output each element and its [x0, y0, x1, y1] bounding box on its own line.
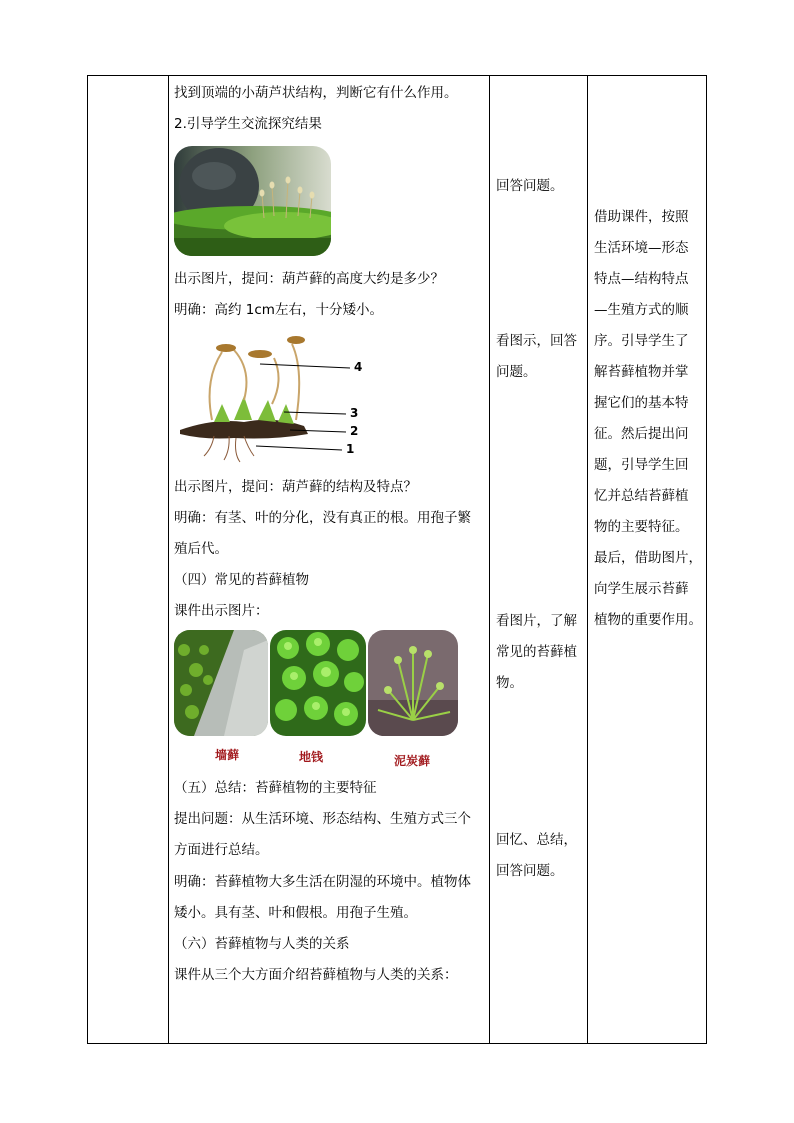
text-line: 殖后代。 — [174, 541, 228, 557]
section-heading: （六）苔藓植物与人类的关系 — [174, 936, 350, 952]
text-line: 明确：高约 1cm左右，十分矮小。 — [174, 302, 383, 318]
photo-caption: 泥炭藓 — [394, 754, 431, 768]
student-activity: 回答问题。 — [496, 863, 564, 879]
moss-photo — [174, 146, 331, 256]
intent-line: 植物的重要作用。 — [594, 612, 702, 628]
student-activity: 问题。 — [496, 364, 537, 380]
student-activity: 回答问题。 — [496, 178, 564, 194]
section-heading: （四）常见的苔藓植物 — [174, 572, 309, 588]
intent-line: 解苔藓植物并掌 — [594, 364, 689, 380]
diagram-label: 4 — [354, 360, 363, 374]
student-activity: 物。 — [496, 675, 523, 691]
liverwort-photo — [270, 630, 366, 736]
text-line: 课件从三个大方面介绍苔藓植物与人类的关系： — [174, 967, 458, 983]
intent-line: 借助课件，按照 — [594, 209, 689, 225]
intent-line: 最后，借助图片， — [594, 550, 702, 566]
text-line: 提出问题：从生活环境、形态结构、生殖方式三个 — [174, 811, 471, 827]
intent-line: 序。引导学生了 — [594, 333, 689, 349]
text-line: 出示图片，提问：葫芦藓的高度大约是多少？ — [174, 271, 444, 287]
text-line: 明确：苔藓植物大多生活在阴湿的环境中。植物体 — [174, 874, 471, 890]
photo-caption: 地钱 — [299, 750, 324, 764]
intent-line: 题，引导学生回 — [594, 457, 689, 473]
text-line: 明确：有茎、叶的分化，没有真正的根。用孢子繁 — [174, 510, 471, 526]
diagram-label: 3 — [350, 406, 359, 420]
student-activity: 看图示，回答 — [496, 333, 577, 349]
intent-line: 物的主要特征。 — [594, 519, 689, 535]
intent-line: 生活环境—形态 — [594, 240, 689, 256]
wall-moss-photo — [174, 630, 268, 736]
student-activity: 常见的苔藓植 — [496, 644, 577, 660]
student-activity: 回忆、总结， — [496, 832, 577, 848]
column-divider — [168, 76, 169, 1043]
intent-line: 征。然后提出问 — [594, 426, 689, 442]
text-line: 方面进行总结。 — [174, 842, 269, 858]
column-divider — [489, 76, 490, 1043]
text-line: 找到顶端的小葫芦状结构，判断它有什么作用。 — [174, 85, 458, 101]
text-line: 出示图片，提问：葫芦藓的结构及特点？ — [174, 479, 417, 495]
text-line: 课件出示图片： — [174, 603, 269, 619]
peat-moss-photo — [368, 630, 458, 736]
diagram-label: 1 — [346, 442, 355, 456]
intent-line: —生殖方式的顺 — [594, 302, 689, 318]
photo-caption: 墙藓 — [215, 748, 240, 762]
intent-line: 特点—结构特点 — [594, 271, 689, 287]
diagram-label: 2 — [350, 424, 359, 438]
column-divider — [587, 76, 588, 1043]
section-heading: （五）总结：苔藓植物的主要特征 — [174, 780, 377, 796]
student-activity: 看图片，了解 — [496, 613, 577, 629]
text-line: 矮小。具有茎、叶和假根。用孢子生殖。 — [174, 905, 417, 921]
text-line: 2.引导学生交流探究结果 — [174, 116, 322, 132]
intent-line: 向学生展示苔藓 — [594, 581, 689, 597]
intent-line: 忆并总结苔藓植 — [594, 488, 689, 504]
moss-structure-diagram — [174, 330, 370, 466]
intent-line: 握它们的基本特 — [594, 395, 689, 411]
